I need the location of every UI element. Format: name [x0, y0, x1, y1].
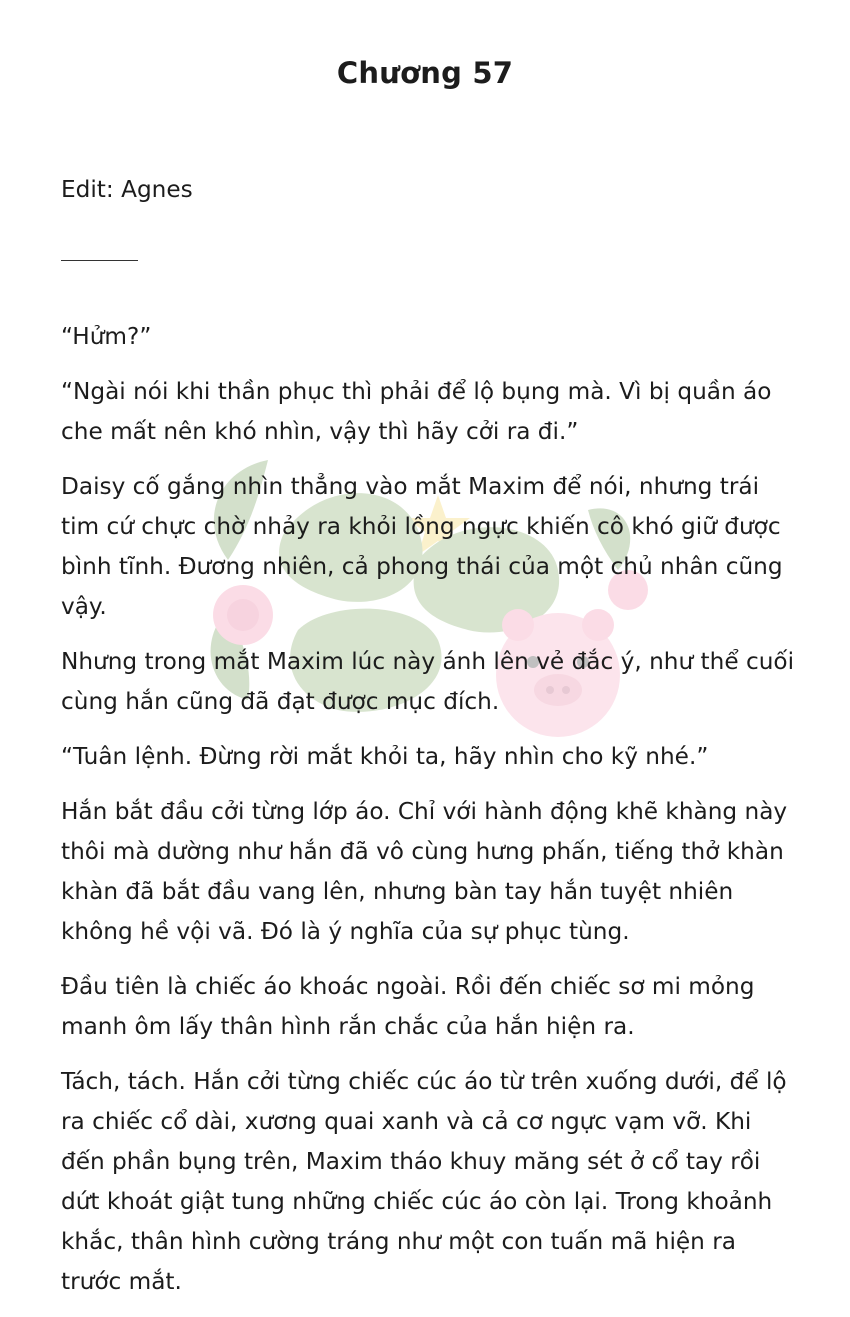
paragraph: Daisy cố gắng nhìn thẳng vào mắt Maxim để nói, nhưng trái tim cứ chực chờ nhảy ra khỏi lồng ngực khiến cô khó giữ được bình tĩnh. Đương nhiên, cả phong thái của một chủ nhân cũng vậy.	[61, 473, 783, 620]
paragraph: Tách, tách. Hắn cởi từng chiếc cúc áo từ trên xuống dưới, để lộ ra chiếc cổ dài, xương quai xanh và cả cơ ngực vạm vỡ. Khi đến phần bụng trên, Maxim tháo khuy măng sét ở cổ tay rồi dứt khoát giật tung những chiếc cúc áo còn lại. Trong khoảnh khắc, thân hình cường tráng như một con tuấn mã hiện ra trước mắt.	[61, 1068, 787, 1295]
divider	[61, 260, 138, 261]
paragraph: Đầu tiên là chiếc áo khoác ngoài. Rồi đến chiếc sơ mi mỏng manh ôm lấy thân hình rắn chắc của hắn hiện ra.	[61, 973, 755, 1040]
chapter-content	[61, 170, 796, 1317]
paragraph: “Hửm?”	[61, 323, 152, 350]
paragraph: Nhưng trong mắt Maxim lúc này ánh lên vẻ đắc ý, như thể cuối cùng hắn cũng đã đạt được mục đích.	[61, 648, 795, 715]
editor-credit: Edit: Agnes	[61, 176, 193, 203]
paragraph: Hắn bắt đầu cởi từng lớp áo. Chỉ với hành động khẽ khàng này thôi mà dường như hắn đã vô cùng hưng phấn, tiếng thở khàn khàn đã bắt đầu vang lên, nhưng bàn tay hắn tuyệt nhiên không hề vội vã. Đó là ý nghĩa của sự phục tùng.	[61, 798, 788, 945]
paragraph: “Ngài nói khi thần phục thì phải để lộ bụng mà. Vì bị quần áo che mất nên khó nhìn, vậy thì hãy cởi ra đi.”	[61, 378, 772, 445]
chapter-title: Chương 57	[336, 56, 514, 90]
paragraph: “Tuân lệnh. Đừng rời mắt khỏi ta, hãy nhìn cho kỹ nhé.”	[61, 743, 709, 770]
